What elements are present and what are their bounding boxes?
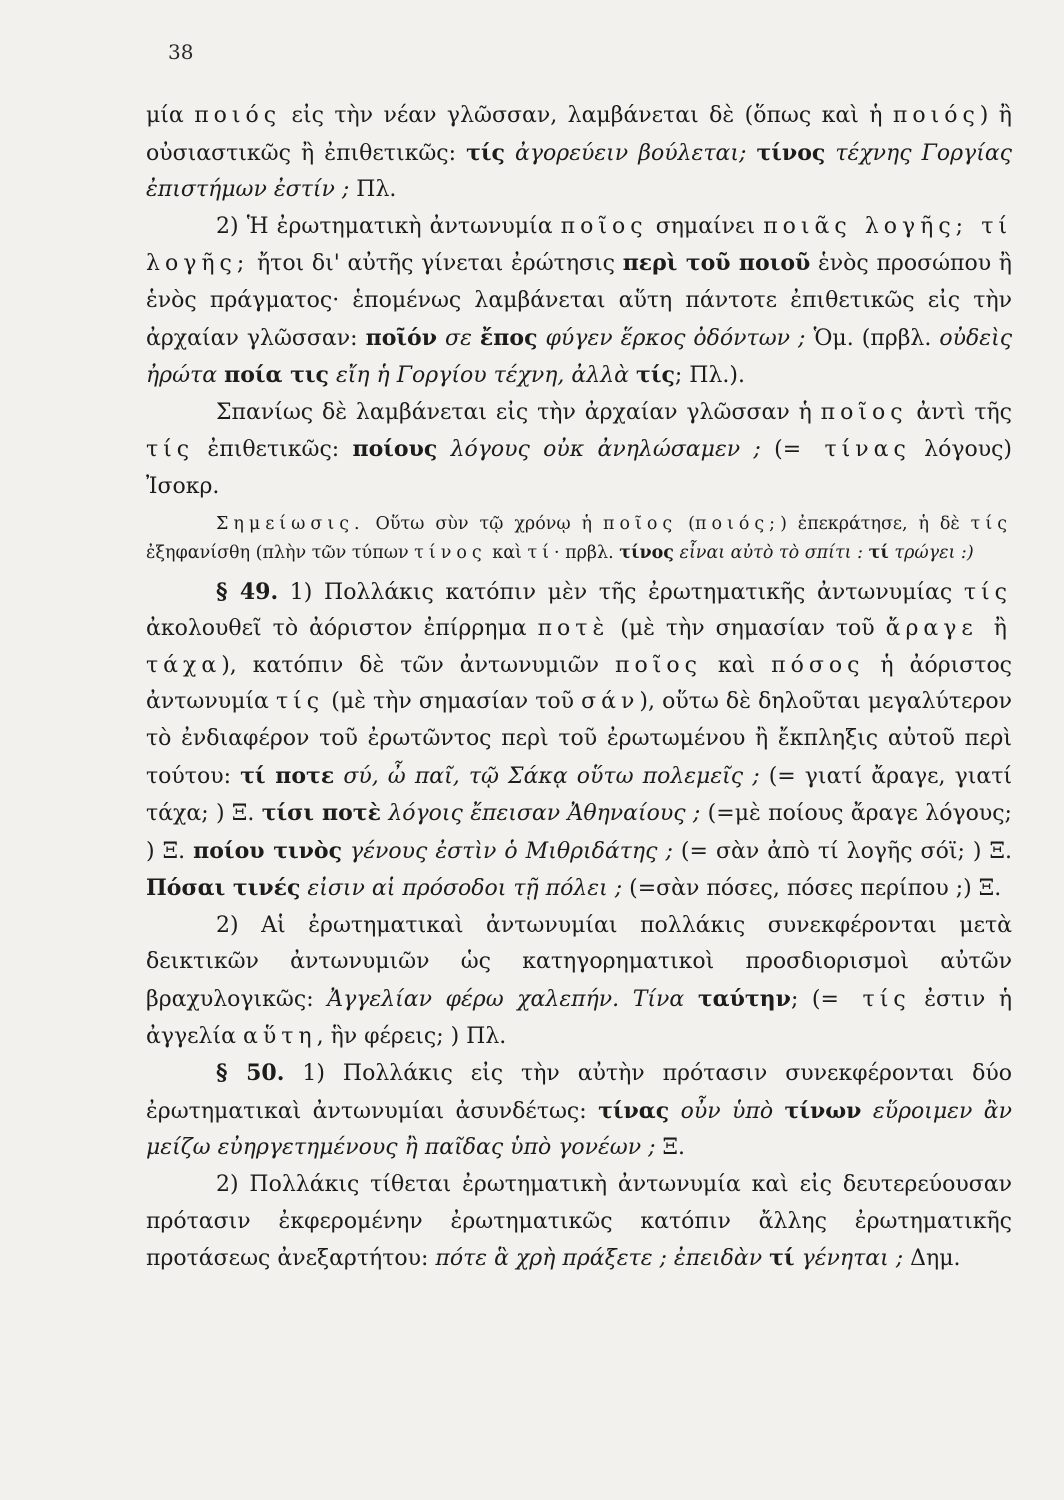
text-segment: ποιός; — [694, 513, 781, 534]
text-segment — [472, 326, 480, 351]
text-segment: φύγεν ἕρκος ὀδόντων ; — [545, 325, 806, 351]
text-segment: πότε ἃ χρὴ πράξετε ; ἐπειδὰν — [435, 1246, 763, 1272]
text-segment — [437, 437, 450, 462]
text-segment: ( — [760, 437, 783, 463]
text-segment: ποῖος — [820, 399, 908, 425]
text-segment: ποῖος — [560, 213, 648, 239]
text-segment: Οὕτω σὺν τῷ χρόνῳ ἡ — [364, 513, 603, 534]
text-segment: περὶ τοῦ ποιοῦ — [622, 250, 811, 277]
text-segment: τίς — [276, 689, 325, 715]
text-segment: Σημείωσις. — [216, 513, 365, 534]
text-segment — [437, 326, 445, 351]
text-segment: ποιός — [892, 103, 980, 128]
text-segment: τρώγει :) — [894, 542, 974, 563]
text-segment: εἰς τὴν νέαν γλῶσσαν, λαμβάνεται δὲ (ὅπως καὶ ἡ — [281, 103, 893, 128]
text-segment: μία — [146, 103, 195, 128]
text-segment: εὕροιμεν ἂν μείζω εὐηργετημένους ἢ παῖδας ὑπὸ γονέων ; — [146, 1098, 1013, 1161]
text-segment — [342, 839, 350, 864]
text-segment: ), κατόπιν δὲ τῶν ἀντωνυμιῶν — [221, 652, 616, 678]
text-segment: καὶ — [486, 542, 528, 563]
text-segment — [537, 326, 545, 351]
text-segment: § 50. — [216, 1060, 285, 1087]
text-segment — [334, 764, 343, 789]
text-segment: τί ποτε — [240, 762, 335, 789]
text-block — [146, 98, 1012, 1278]
text-segment: ταύτην — [697, 986, 791, 1013]
text-segment: Σπανίως δὲ λαμβάνεται εἰς τὴν ἀρχαίαν γλῶσσαν ἡ — [216, 399, 821, 425]
text-segment: λόγους οὐκ ἀνηλώσαμεν ; — [450, 437, 761, 463]
text-segment: ἤτοι δι' αὐτῆς γίνεται ἐρώτησις — [249, 251, 623, 277]
text-segment: ἀντὶ τῆς — [907, 399, 1013, 425]
text-segment: ποῖος — [602, 513, 678, 534]
text-segment: τί — [527, 542, 554, 563]
text-segment: τίνων — [784, 1097, 862, 1124]
text-segment: ἐπιθετικῶς: — [194, 437, 353, 463]
text-segment: ἔπος — [479, 324, 538, 351]
text-segment: ἀγορεύειν βούλεται; — [515, 140, 747, 166]
text-segment: οὖν ὑπὸ — [680, 1098, 774, 1124]
text-segment: ; Πλ.). — [674, 363, 745, 389]
text-segment: ( — [677, 513, 695, 534]
text-segment: εἴη ἡ Γοργίου τέχνη, ἀλλὰ — [335, 363, 630, 389]
paragraph-p3 — [146, 395, 1012, 506]
text-segment: σε — [445, 325, 472, 351]
text-segment: λόγοις ἔπεισαν Ἀθηναίους ; — [388, 801, 701, 827]
text-segment: Πλ. — [349, 177, 397, 203]
paragraph-p4 — [146, 574, 1012, 908]
paragraph-p7 — [146, 1167, 1012, 1278]
text-segment — [746, 141, 756, 166]
text-segment: (μὲ τὴν σημασίαν τοῦ — [609, 616, 886, 642]
text-segment — [825, 141, 835, 166]
text-segment: ποίου τινὸς — [193, 837, 342, 864]
text-segment: ποιός — [194, 103, 282, 128]
paragraph-p2 — [146, 209, 1012, 395]
text-segment: πόσος — [771, 652, 865, 678]
text-segment: = τίνας — [782, 437, 911, 463]
text-segment: Ὁμ. (πρβλ. — [805, 325, 940, 351]
text-segment: ), οὕτω δὲ δηλοῦται μεγαλύτερον τὸ ἐνδιαφέρον τοῦ ἐρωτῶντος περὶ τοῦ ἐρωτωμένου ἢ ἔκπληξις αὐτοῦ περὶ τούτου: — [146, 689, 1012, 789]
text-segment: τίσι ποτὲ — [261, 800, 381, 827]
text-segment: ) ἐπεκράτησε, ἡ δὲ — [780, 513, 971, 534]
text-segment: εἶναι αὐτὸ τὸ σπίτι : — [679, 542, 864, 563]
text-segment — [773, 1099, 784, 1124]
text-segment: τίνος — [414, 542, 487, 563]
paragraph-p5 — [146, 908, 1012, 1055]
text-segment: § 49. — [216, 578, 279, 605]
text-segment — [795, 1246, 802, 1271]
page-number: 38 — [168, 40, 194, 64]
text-segment: , ἣν φέρεις; ) Πλ. — [316, 1023, 507, 1049]
text-segment: ἑνὸς προσώπου ἢ ἑνὸς πράγματος· ἑπομένως λαμβάνεται αὕτη πάντοτε ἐπιθετικῶς εἰς τὴν ἀρχαίαν γλῶσσαν: — [146, 251, 1012, 351]
text-segment: ; ( — [790, 987, 821, 1013]
text-segment: (= γιατί ἄραγε, γιατί τάχα; ) Ξ. — [146, 763, 1012, 827]
text-segment: Ξ. — [655, 1135, 685, 1161]
text-segment: ποῖόν — [365, 324, 437, 351]
text-segment: τίς — [636, 362, 675, 389]
text-segment: 2) Αἱ ἐρωτηματικαὶ ἀντωνυμίαι πολλάκις συνεκφέρονται μετὰ δεικτικῶν ἀντωνυμιῶν ὡς κατηγορηματικοὶ προσδιορισμοὶ αὐτῶν βραχυλογικῶς: — [146, 912, 1012, 1013]
text-segment: (=μὲ ποίους ἄραγε λόγους; ) Ξ. — [146, 801, 1012, 864]
text-segment: Πόσαι τινές — [146, 875, 301, 902]
text-segment: οὐδεὶς ἠρώτα — [146, 325, 1013, 389]
text-segment: σύ, ὦ παῖ, τῷ Σάκᾳ οὕτω πολεμεῖς ; — [343, 763, 760, 789]
text-segment: γένους ἐστὶν ὁ Μιθριδάτης ; — [350, 838, 673, 864]
paragraph-p6 — [146, 1055, 1012, 1167]
text-segment: τί — [769, 1245, 795, 1272]
text-segment: αὕτη — [242, 1023, 317, 1049]
text-segment: ἡ ἀόριστος ἀντωνυμία — [146, 652, 1013, 715]
text-segment: εἰσιν αἱ πρόσοδοι τῇ πόλει ; — [307, 876, 623, 902]
text-segment: τίνος — [756, 139, 826, 166]
text-segment: λόγους) Ἰσοκρ. — [146, 437, 1013, 499]
text-segment: ) ἢ οὐσιαστικῶς ἢ ἐπιθετικῶς: — [146, 103, 1012, 166]
text-segment: 1) Πολλάκις εἰς τὴν αὐτὴν πρότασιν συνεκφέρονται δύο ἐρωτηματικαὶ ἀντωνυμίαι ἀσυνδέτως: — [146, 1061, 1012, 1124]
text-segment: 1) Πολλάκις κατόπιν μὲν τῆς ἐρωτηματικῆς ἀντωνυμίας — [278, 579, 964, 605]
text-segment: · πρβλ. — [554, 542, 620, 563]
text-segment: τίς — [466, 139, 505, 166]
text-segment — [329, 363, 336, 388]
text-segment: 2) Ἡ ἐρωτηματικὴ ἀντωνυμία — [216, 213, 561, 239]
text-segment: τίς — [146, 437, 195, 463]
text-segment: τί — [868, 542, 889, 563]
text-segment: ποιᾶς λογῆς; τί λογῆς; — [146, 213, 1012, 277]
text-segment: (=σὰν πόσες, πόσες περίπου ;) Ξ. — [622, 876, 1002, 902]
note-paragraph — [146, 510, 1012, 568]
paragraph-p1 — [146, 98, 1012, 209]
text-segment: 2) Πολλάκις τίθεται ἐρωτηματικὴ ἀντωνυμία καὶ εἰς δευτερεύουσαν πρότασιν ἐκφερομένην ἐρωτηματικῶς κατόπιν ἄλλης ἐρωτηματικῆς προτάσεως ἀνεξαρτήτου: — [146, 1172, 1012, 1272]
text-segment — [629, 363, 636, 388]
text-segment: ἐξηφανίσθη (πλὴν τῶν τύπων — [146, 542, 415, 563]
text-segment: ποίους — [352, 436, 438, 463]
text-segment: σημαίνει — [647, 213, 764, 239]
text-segment: τίνας — [598, 1097, 670, 1124]
text-segment — [684, 987, 698, 1012]
text-segment — [669, 1099, 680, 1124]
text-segment: τίς — [963, 579, 1012, 605]
text-segment: ἀκολουθεῖ τὸ ἀόριστον ἐπίρρημα — [146, 616, 538, 642]
text-segment: Ἀγγελίαν φέρω χαλεπήν. Τίνα — [327, 987, 685, 1013]
text-segment: (μὲ τὴν σημασίαν τοῦ — [324, 689, 582, 715]
text-segment: ποῖος — [615, 652, 702, 678]
text-segment: ποία τις — [224, 362, 329, 389]
text-segment: καὶ — [701, 652, 772, 678]
text-segment: τέχνης Γοργίας ἐπιστήμων ἐστίν ; — [146, 140, 1013, 203]
text-segment — [505, 141, 515, 166]
text-segment: ἄραγε ἢ τάχα — [146, 616, 1012, 678]
text-segment: = τίς — [820, 987, 911, 1013]
text-segment: τίνος — [619, 542, 674, 563]
text-segment: Δημ. — [903, 1246, 961, 1272]
text-segment: (= σὰν ἀπὸ τί λογῆς σόϊ; ) Ξ. — [672, 838, 1012, 864]
text-segment: σάν — [581, 689, 640, 715]
text-segment: ἐστιν ἡ ἀγγελία — [146, 987, 1012, 1049]
text-segment — [861, 1099, 872, 1124]
text-segment: τίς — [970, 513, 1013, 534]
text-segment: ποτὲ — [537, 616, 610, 642]
text-segment: γένηται ; — [801, 1246, 904, 1272]
